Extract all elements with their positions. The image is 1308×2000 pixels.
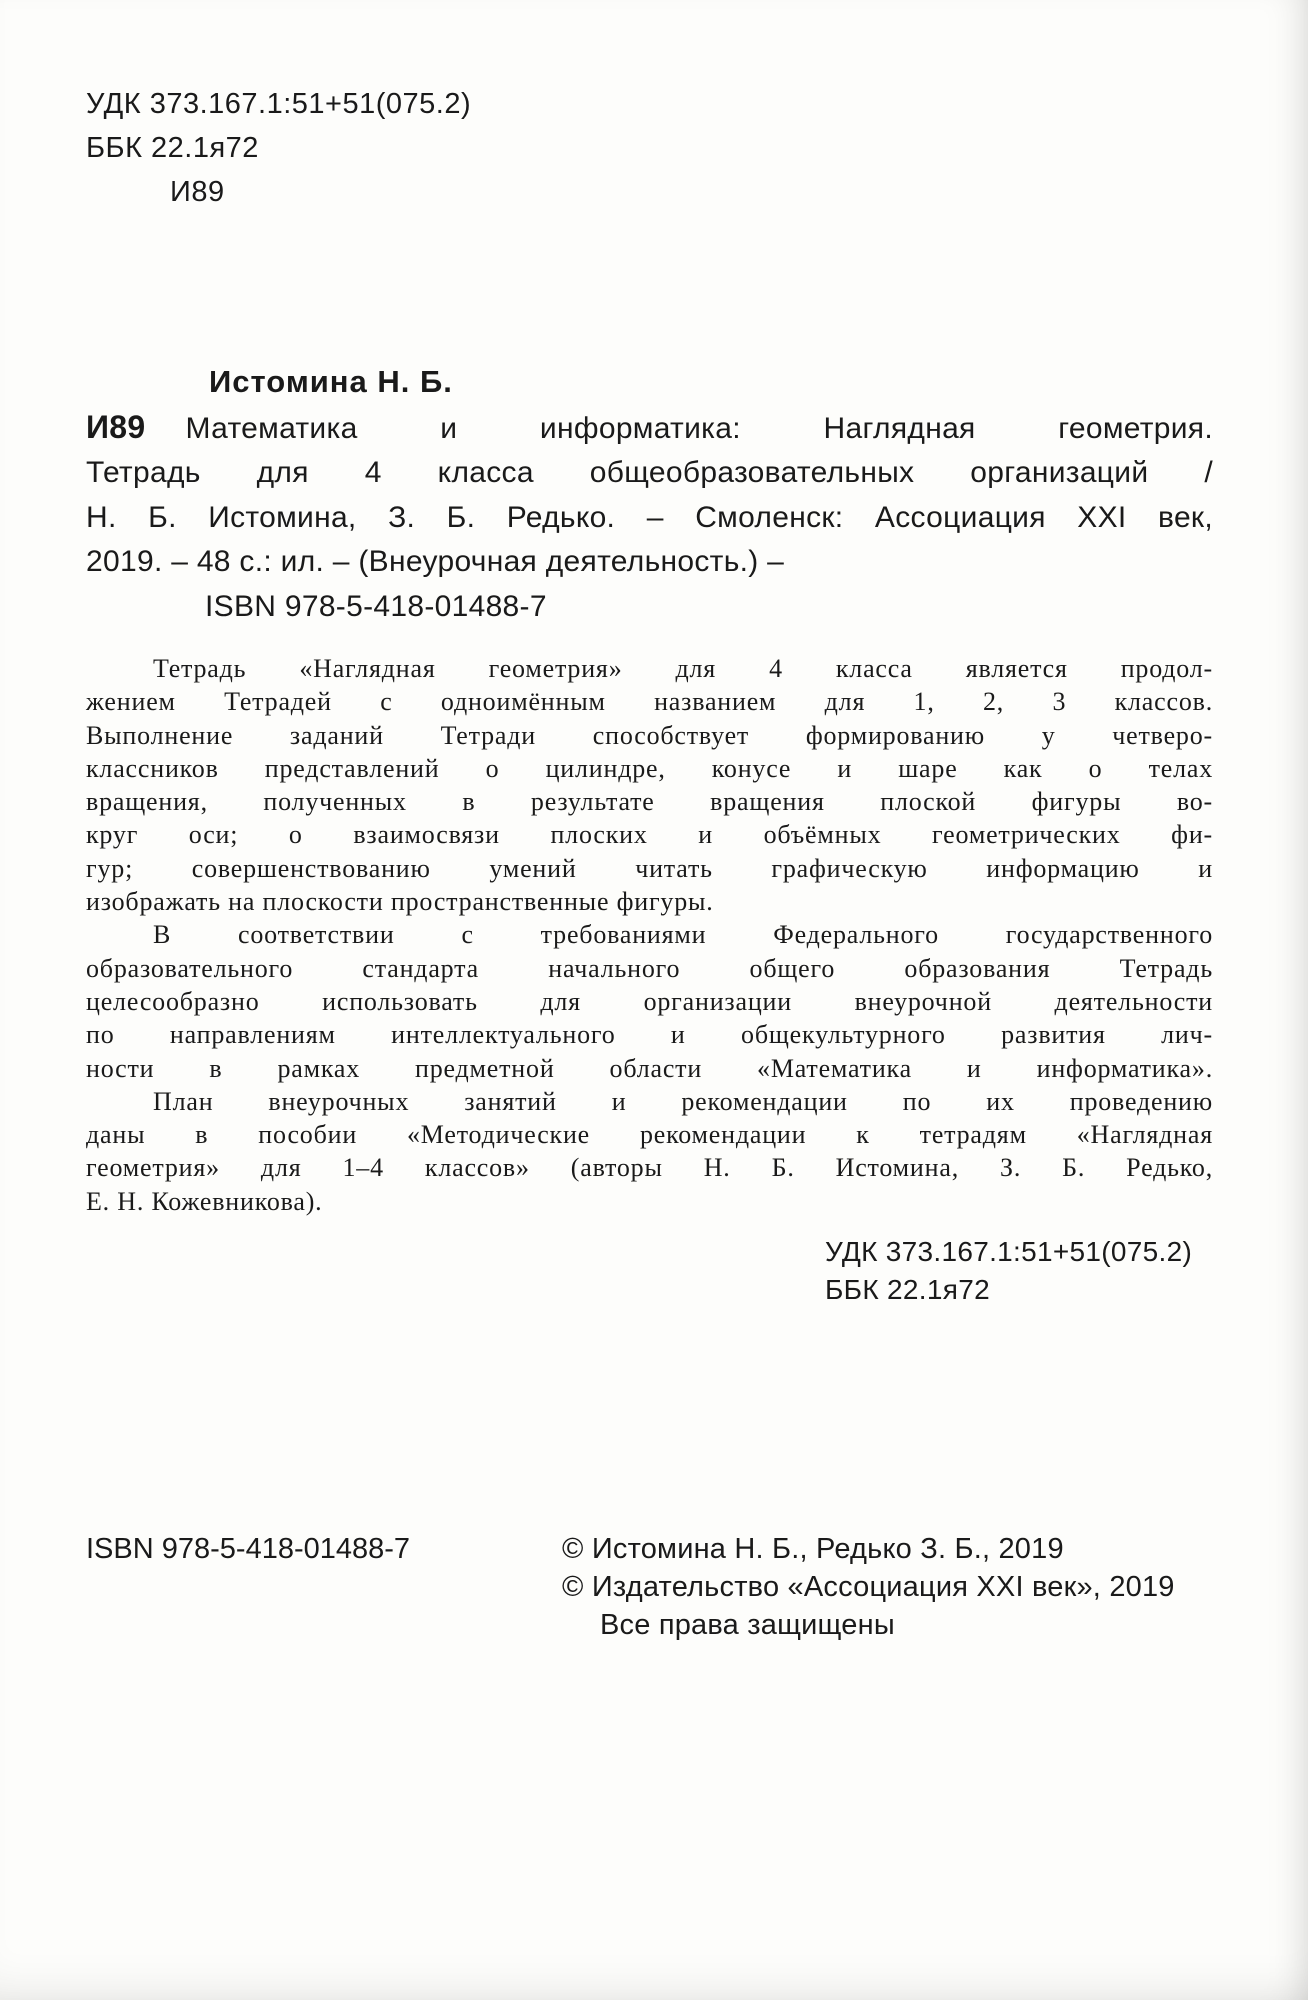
copyright-authors: © Истомина Н. Б., Редько З. Б., 2019 [562,1533,1064,1565]
copyright-publisher: © Издательство «Ассоциация XXI век», 2019 [562,1571,1175,1603]
annotation-line: План внеурочных занятий и рекомендации по их проведению [153,1086,1213,1116]
catalog-code: И89 [86,408,146,445]
annotation-line: изображать на плоскости пространственные фигуры. [86,887,714,917]
annotation-line: Тетрадь «Наглядная геометрия» для 4 класса является продол- [153,654,1213,683]
catalog-isbn: ISBN 978-5-418-01488-7 [205,589,547,623]
annotation-line: гур; совершенствованию умений читать графическую информацию и [86,853,1213,883]
udk-code: УДК 373.167.1:51+51(075.2) [825,1236,1193,1267]
annotation-line: классников представлений о цилиндре, конусе и шаре как о телах [86,753,1213,783]
annotation-line: даны в пособии «Методические рекомендации к тетрадям «Наглядная [86,1120,1213,1150]
classification-bottom [825,1233,1192,1309]
annotation-line: круг оси; о взаимосвязи плоских и объёмных геометрических фи- [86,820,1213,850]
annotation [86,652,1213,1218]
catalog-title: Математика и информатика: Наглядная геометрия. [185,411,1213,445]
catalog-line: 2019. – 48 с.: ил. – (Внеурочная деятельность.) – [86,545,785,578]
annotation-line: В соответствии с требованиями Федерального государственного [153,920,1213,950]
author-mark: И89 [170,176,225,208]
catalog-author: Истомина Н. Б. [209,364,453,399]
annotation-line: Е. Н. Кожевникова). [86,1186,323,1216]
copyright-block [562,1530,1175,1644]
catalog-line: Н. Б. Истомина, З. Б. Редько. – Смоленск: Ассоциация XXI век, [86,500,1213,534]
annotation-line: образовательного стандарта начального общего образования Тетрадь [86,953,1213,983]
footer-isbn: ISBN 978-5-418-01488-7 [86,1533,411,1565]
catalog-entry [86,360,1213,629]
catalog-line: Тетрадь для 4 класса общеобразовательных организаций / [86,456,1213,489]
bbk-code: ББК 22.1я72 [825,1274,990,1305]
annotation-line: вращения, полученных в результате вращения плоской фигуры во- [86,787,1213,817]
annotation-line: геометрия» для 1–4 классов» (авторы Н. Б. Истомина, З. Б. Редько, [86,1153,1213,1183]
annotation-line: целесообразно использовать для организации внеурочной деятельности [86,986,1213,1016]
annotation-line: по направлениям интеллектуального и общекультурного развития лич- [86,1020,1213,1050]
classification-top [86,82,471,214]
bbk-code: ББК 22.1я72 [86,132,259,164]
annotation-line: жением Тетрадей с одноимённым названием для 1, 2, 3 классов. [86,687,1213,717]
rights-reserved: Все права защищены [600,1609,895,1641]
catalog-line [86,405,1213,452]
udk-code: УДК 373.167.1:51+51(075.2) [86,88,472,120]
annotation-line: Выполнение заданий Тетради способствует формированию у четверо- [86,720,1213,750]
annotation-line: ности в рамках предметной области «Математика и информатика». [86,1053,1213,1083]
